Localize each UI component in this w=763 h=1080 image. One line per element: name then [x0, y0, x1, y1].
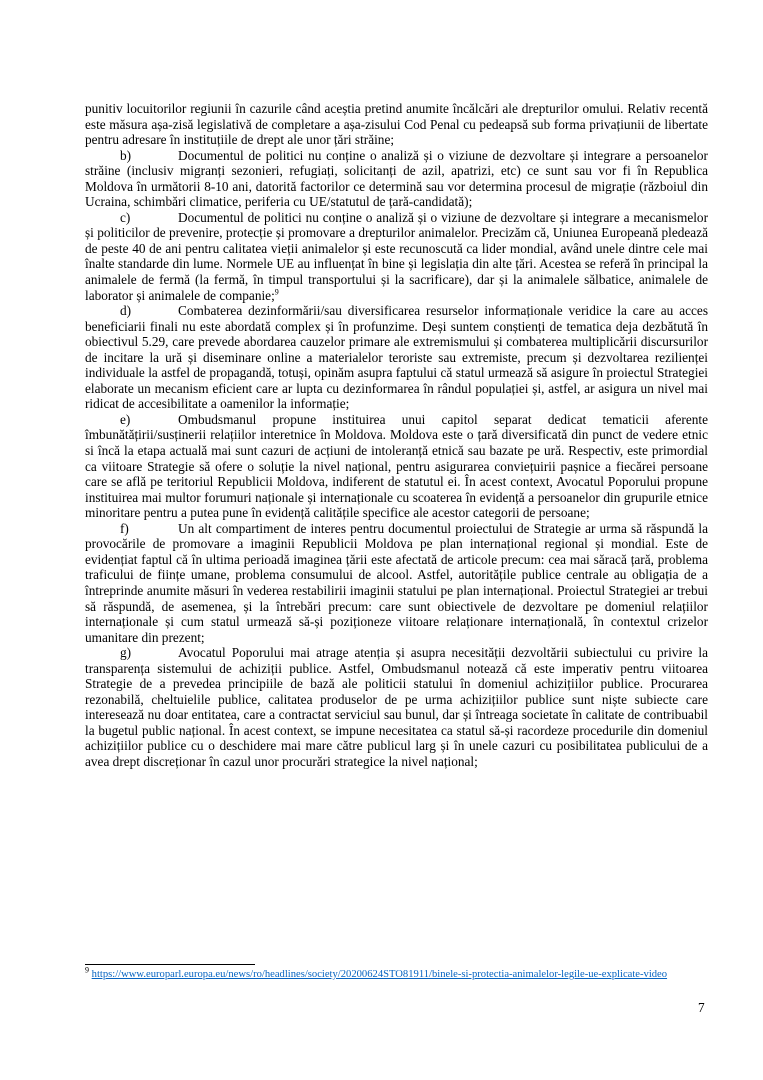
footnote-divider: [85, 964, 255, 965]
footnote: [85, 965, 685, 981]
paragraph-f: [85, 521, 708, 645]
body-text: [85, 101, 708, 770]
item-text: Ombudsmanul propune instituirea unui capitol separat dedicat tematicii aferente îmbunătățirii/susținerii relațiilor interetnice în Moldova. Moldova este o țară diversificată din punct de vedere etnic si încă la etapa actuală mai sunt cazuri de acțiuni de intoleranță etnică sau bazate pe ură. Respectiv, este primordial ca viitoare Strategie să ofere o soluție la nivel național, pentru asigurarea conviețuirii pașnice a fiecărei persoane care se află pe teritoriul Republicii Moldova, indiferent de statutul ei. În acest context, Avocatul Poporului propune instituirea mai multor forumuri naționale și internaționale cu scoaterea în evidență a persoanelor din grupurile etnice minoritare pentru a putea pune în evidență calitățile specifice ale acestor categorii de persoane;: [85, 411, 708, 521]
paragraph-a-continuation: punitiv locuitorilor regiunii în cazurile când aceștia pretind anumite încălcări ale drepturilor omului. Relativ recentă este măsura așa-zisă legislativă de completare a așa-zisului Cod Penal cu pedeapsă sub forma privațiunii de libertate pentru adresare în instituțiile de drept ale unor țări străine;: [85, 101, 708, 148]
paragraph-c: [85, 210, 708, 303]
item-label: f): [120, 520, 129, 536]
item-label: e): [120, 411, 131, 427]
footnote-number: 9: [85, 965, 89, 975]
item-label: b): [120, 147, 132, 163]
footnote-link[interactable]: https://www.europarl.europa.eu/news/ro/headlines/society/20200624STO81911/binele-si-protectia-animalelor-legile-ue-explicate-video: [91, 969, 668, 980]
footnote-reference[interactable]: 9: [274, 287, 279, 297]
page-number: 7: [698, 1000, 705, 1015]
paragraph-e: [85, 412, 708, 521]
item-label: g): [120, 645, 132, 661]
item-text: Documentul de politici nu conține o analiză și o viziune de dezvoltare și integrare a mecanismelor și politicilor de prevenire, protecție și promovare a drepturilor animalelor. Precizăm că, Uniunea Europeană pledează de peste 40 de ani pentru calitatea vieții animalelor și este recunoscută ca lider mondial, având unele dintre cele mai înalte standarde din lume. Normele UE au influențat în bine și legislația din alte țări. Acestea se referă în principal la animalele de fermă (la fermă, în timpul transportului și la sacrificare), dar și la animalele sălbatice, animalele de laborator și animalele de companie;: [85, 209, 708, 303]
item-text: Documentul de politici nu conține o analiză și o viziune de dezvoltare și integrare a persoanelor străine (inclusiv migranți sezonieri, refugiați, solicitanți de azil, apatrizi, etc) ce sunt sau vor fi în Republica Moldova în următorii 8-10 ani, datorită factorilor ce determină sau vor determina procesul de migrație (războiul din Ucraina, schimbări climatice, periferia cu UE/statutul de țară-candidată);: [85, 147, 708, 210]
item-text: Combaterea dezinformării/sau diversificarea resurselor informaționale veridice la care au acces beneficiarii finali nu este abordată complex și în profunzime. Deși suntem conștienți de tematica deja dezbătută în obiectivul 5.29, care prevede abordarea cauzelor primare ale extremismului și combaterea multiplicării discursurilor de incitare la ură și diseminare online a materialelor teroriste sau extremiste, precum și dezvoltarea rezilienței individuale la astfel de propagandă, totuși, opinăm asupra faptului că statul urmează să asigure în proiectul Strategiei elaborate un mecanism eficient care ar lupta cu dezinformarea în rândul populației și, astfel, ar asigura un nivel mai ridicat de accesibilitate a oamenilor la informație;: [85, 303, 708, 412]
paragraph-b: [85, 148, 708, 210]
item-label: d): [120, 303, 132, 319]
item-label: c): [120, 209, 131, 225]
item-text: Un alt compartiment de interes pentru documentul proiectului de Strategie ar urma să răspundă la provocările de promovare a imaginii Republicii Moldova pe plan internațional regional și mondial. Este de evidențiat faptul că în ultima perioadă imaginea țării este afectată de articole precum: cea mai săracă țară, problema traficului de ființe umane, problema consumului de alcool. Astfel, autoritățile publice centrale au obligația de a întreprinde anumite măsuri în vederea restabilirii imaginii statului pe plan internațional. Proiectul Strategiei ar trebui să răspundă, de asemenea, și la întrebări precum: care sunt obiectivele de dezvoltare pe domeniul relațiilor internaționale și cum statul urmează să-și poziționeze viitoare relaționare internațională, în contextul crizelor umanitare din prezent;: [85, 520, 708, 645]
item-text: Avocatul Poporului mai atrage atenția și asupra necesității dezvoltării subiectului cu privire la transparența sistemului de achiziții publice. Astfel, Ombudsmanul notează că este imperativ pentru viitoarea Strategie de a prevedea principiile de bază ale politicii statului în domeniul achizițiilor publice. Procurarea rezonabilă, cheltuielile publice, calitatea produselor de pe urma achizițiilor publice sunt niște subiecte care interesează nu doar entitatea, care a contractat serviciul sau bunul, dar și întreaga societate în calitate de contribuabil la bugetul public național. În acest context, se impune necesitatea ca statul să-și racordeze procedurile din domeniul achizițiilor publice cu o deschidere mai mare către publicul larg și în unele cazuri cu posibilitatea publicului de a avea drept discreționar în cazul unor procurări strategice la nivel național;: [85, 645, 708, 769]
paragraph-g: [85, 645, 708, 769]
paragraph-d: [85, 303, 708, 412]
